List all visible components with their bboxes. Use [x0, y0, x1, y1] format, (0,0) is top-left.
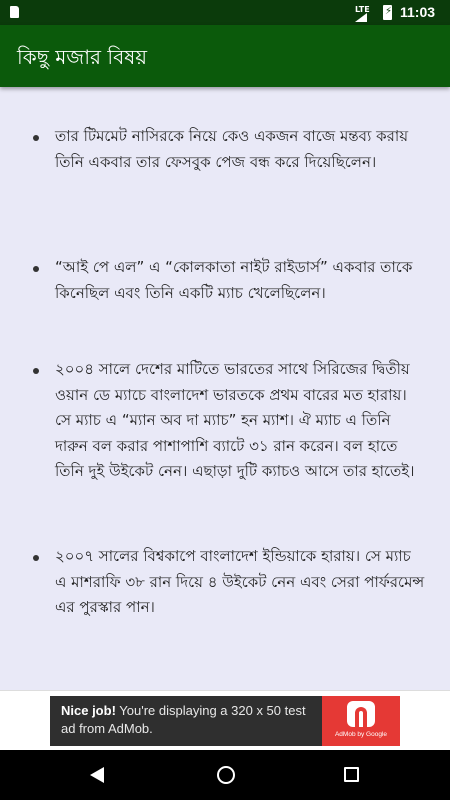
- app-bar: [0, 25, 450, 87]
- test-ad[interactable]: [50, 696, 400, 746]
- fact-text: “আই পে এল” এ “কোলকাতা নাইট রাইডার্স” একবার তাকে কিনেছিল এবং তিনি একটি ম্যাচ খেলেছিলেন।: [55, 258, 413, 302]
- charging-bolt-icon: ⚡: [385, 6, 393, 17]
- bullet-icon: [33, 368, 39, 374]
- list-item: [33, 124, 425, 175]
- back-icon[interactable]: [90, 767, 104, 783]
- bullet-icon: [33, 266, 39, 272]
- ad-headline: Nice job!: [61, 703, 116, 718]
- home-icon[interactable]: [217, 766, 235, 784]
- list-item: [33, 255, 425, 306]
- sd-card-icon: [10, 6, 19, 18]
- admob-logo-box[interactable]: [322, 696, 400, 746]
- page-title: কিছু মজার বিষয়: [17, 45, 148, 69]
- list-item: [33, 544, 425, 621]
- bullet-icon: [33, 555, 39, 561]
- facts-list[interactable]: [0, 87, 450, 690]
- bullet-icon: [33, 135, 39, 141]
- fact-text: ২০০৭ সালের বিশ্বকাপে বাংলাদেশ ইন্ডিয়াকে হারায়। সে ম্যাচ এ মাশরাফি ৩৮ রান দিয়ে ৪ উইকেট নেন এবং সেরা পার্ফরমেন্স এর পুরস্কার পান।: [55, 547, 425, 616]
- ad-banner[interactable]: [0, 690, 450, 750]
- network-type: LTE: [355, 5, 370, 14]
- recent-apps-icon[interactable]: [344, 767, 359, 782]
- status-bar: [0, 0, 450, 25]
- admob-label: AdMob by Google: [334, 731, 388, 738]
- status-time: 11:03: [400, 4, 436, 20]
- signal-icon: [355, 13, 367, 22]
- fact-text: ২০০৪ সালে দেশের মাটিতে ভারতের সাথে সিরিজের দ্বিতীয় ওয়ান ডে ম্যাচে বাংলাদেশ ভারতকে প্রথম বারের মত হারায়। সে ম্যাচ এ “ম্যান অব দা ম্যাচ” হন ম্যাশ। ঐ ম্যাচ এ তিনি দারুন বল করার পাশাপাশি ব্যাটে ৩১ রান করেন। বল হাতে তিনি দুই উইকেট নেন। এছাড়া দুটি ক্যাচও আসে তার হাতেই।: [55, 360, 415, 480]
- fact-text: তার টিমমেট নাসিরকে নিয়ে কেও একজন বাজে মন্তব্য করায় তিনি একবার তার ফেসবুক পেজ বন্ধ করে দিয়েছিলেন।: [55, 127, 409, 171]
- admob-logo-icon: [347, 701, 375, 727]
- list-item: [33, 357, 425, 485]
- ad-body: You're displaying a 320 x 50 test ad from AdMob.: [61, 703, 306, 736]
- navigation-bar: [0, 750, 450, 800]
- ad-text: [61, 702, 311, 738]
